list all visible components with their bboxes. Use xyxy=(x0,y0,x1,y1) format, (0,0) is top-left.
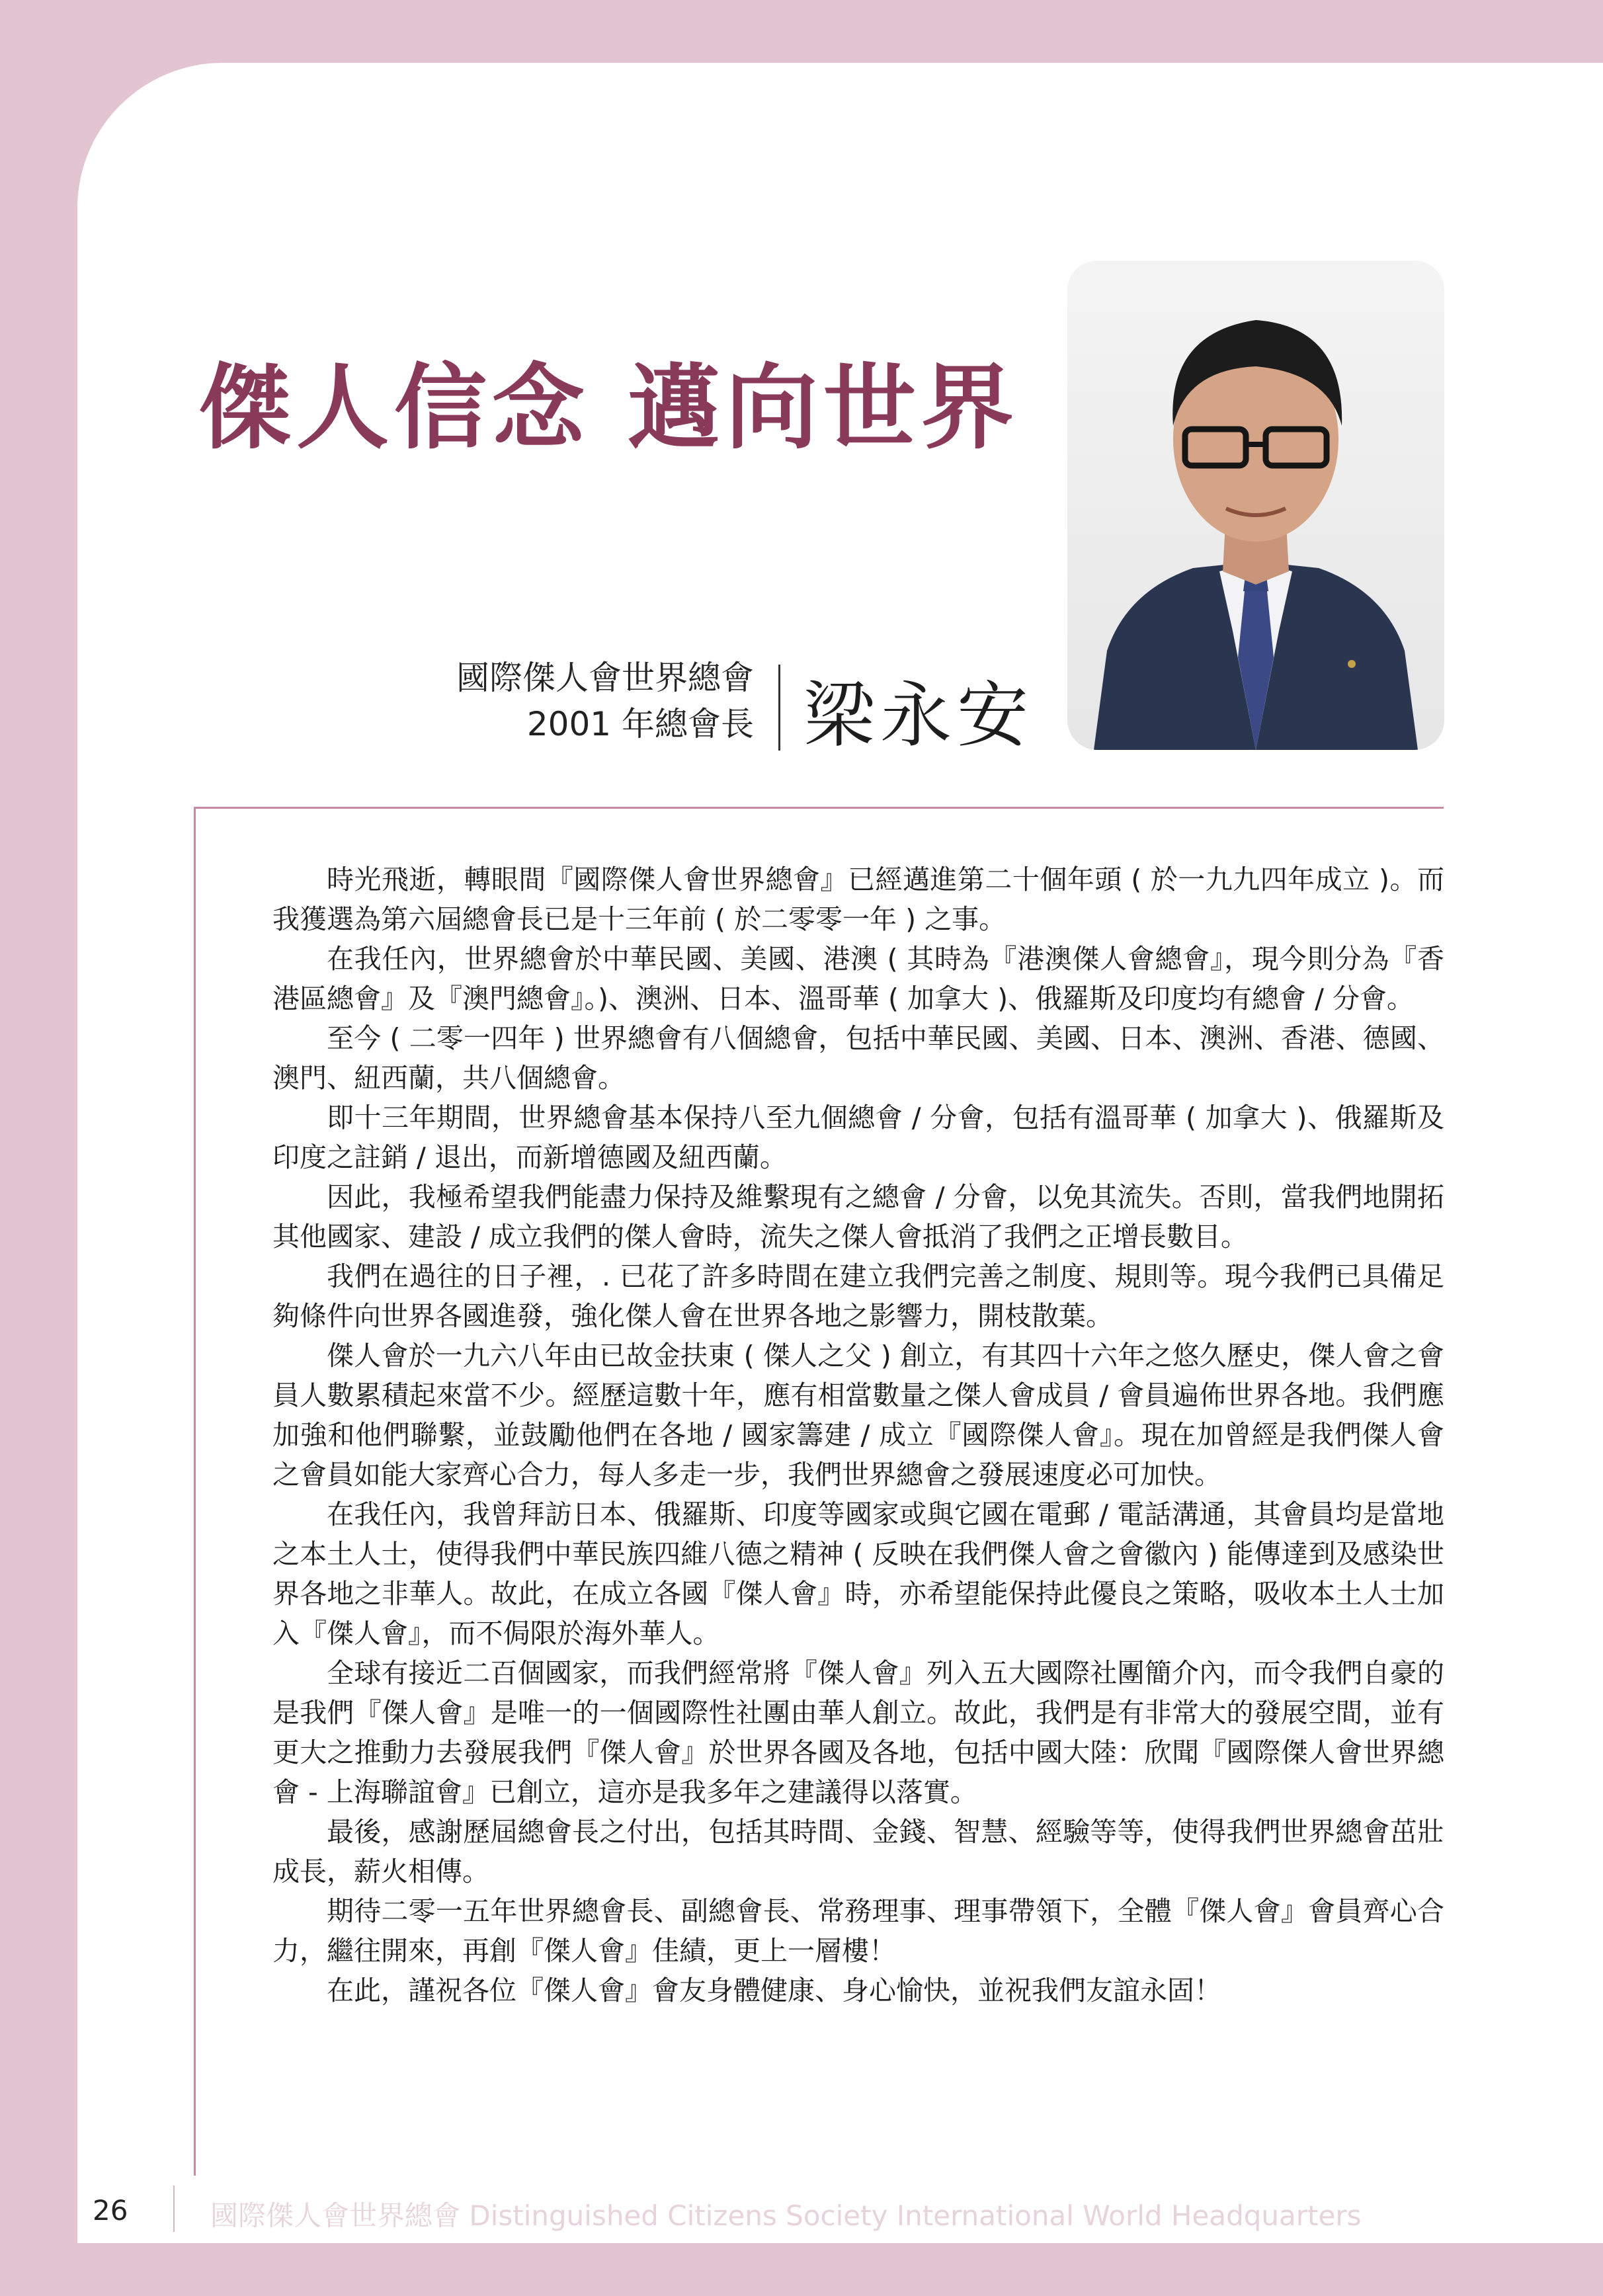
author-org: 國際傑人會世界總會 xyxy=(456,659,754,697)
paragraph: 在此，謹祝各位『傑人會』會友身體健康、身心愉快，並祝我們友誼永固！ xyxy=(327,1975,1221,2006)
footer-publication: 國際傑人會世界總會 Distinguished Citizens Society International World Headquarters xyxy=(210,2199,1362,2232)
author-role: 2001 年總會長 xyxy=(526,705,754,743)
bottom-band xyxy=(0,2243,1603,2296)
paragraph: 最後，感謝歷屆總會長之付出，包括其時間、金錢、智慧、經驗等等，使得我們世界總會茁壯成長，薪火相傳。 xyxy=(272,1816,1444,1887)
paragraph: 我們在過往的日子裡，. 已花了許多時間在建立我們完善之制度、規則等。現今我們已具備足夠條件向世界各國進發，強化傑人會在世界各地之影響力，開枝散葉。 xyxy=(272,1260,1444,1332)
paragraph: 時光飛逝，轉眼間『國際傑人會世界總會』已經邁進第二十個年頭 ( 於一九九四年成立 )。而我獲選為第六屆總會長已是十三年前 ( 於二零零一年 ) 之事。 xyxy=(272,864,1444,935)
article-title: 傑人信念 邁向世界 xyxy=(198,354,1019,462)
portrait-illustration xyxy=(1067,261,1444,750)
author-position xyxy=(370,655,754,747)
author-name: 梁永安 xyxy=(803,675,1034,757)
paragraph: 全球有接近二百個國家，而我們經常將『傑人會』列入五大國際社團簡介內，而令我們自豪的是我們『傑人會』是唯一的一個國際性社團由華人創立。故此，我們是有非常大的發展空間，並有更大之推動力去發展我們『傑人會』於世界各國及各地，包括中國大陸：欣聞『國際傑人會世界總會 - 上海聯誼會』已創立，這亦是我多年之建議得以落實。 xyxy=(272,1657,1444,1808)
article-body xyxy=(272,860,1444,2010)
paragraph: 至今 ( 二零一四年 ) 世界總會有八個總會，包括中華民國、美國、日本、澳洲、香港、德國、澳門、紐西蘭，共八個總會。 xyxy=(272,1022,1444,1094)
footer-divider xyxy=(173,2186,175,2232)
paragraph: 即十三年期間，世界總會基本保持八至九個總會 / 分會，包括有溫哥華 ( 加拿大 )、俄羅斯及印度之註銷 / 退出，而新增德國及紐西蘭。 xyxy=(272,1102,1444,1173)
content-frame-left xyxy=(194,807,196,2176)
paragraph: 期待二零一五年世界總會長、副總會長、常務理事、理事帶領下，全體『傑人會』會員齊心合力，繼往開來，再創『傑人會』佳績，更上一層樓！ xyxy=(272,1895,1444,1967)
author-photo xyxy=(1067,261,1444,750)
paragraph: 傑人會於一九六八年由已故金扶東 ( 傑人之父 ) 創立，有其四十六年之悠久歷史，傑人會之會員人數累積起來當不少。經歷這數十年，應有相當數量之傑人會成員 / 會員遍佈世界各地。我們應加強和他們聯繫，並鼓勵他們在各地 / 國家籌建 / 成立『國際傑人會』。現在加曾經是我們傑人會之會員如能大家齊心合力，每人多走一步，我們世界總會之發展速度必可加快。 xyxy=(272,1340,1444,1491)
name-divider xyxy=(778,665,780,751)
paragraph: 在我任內，我曾拜訪日本、俄羅斯、印度等國家或與它國在電郵 / 電話溝通，其會員均是當地之本土人士，使得我們中華民族四維八德之精神 ( 反映在我們傑人會之會徽內 ) 能傳達到及感染世界各地之非華人。故此，在成立各國『傑人會』時，亦希望能保持此優良之策略，吸收本土人士加入『傑人會』，而不侷限於海外華人。 xyxy=(272,1498,1444,1649)
paragraph: 在我任內，世界總會於中華民國、美國、港澳 ( 其時為『港澳傑人會總會』，現今則分為『香港區總會』及『澳門總會』。)、澳洲、日本、溫哥華 ( 加拿大 )、俄羅斯及印度均有總會 / 分會。 xyxy=(272,943,1444,1014)
paragraph: 因此，我極希望我們能盡力保持及維繫現有之總會 / 分會，以免其流失。否則，當我們地開拓其他國家、建設 / 成立我們的傑人會時，流失之傑人會抵消了我們之正增長數目。 xyxy=(272,1181,1444,1252)
page-number: 26 xyxy=(93,2194,128,2227)
content-frame-top xyxy=(194,807,1444,809)
